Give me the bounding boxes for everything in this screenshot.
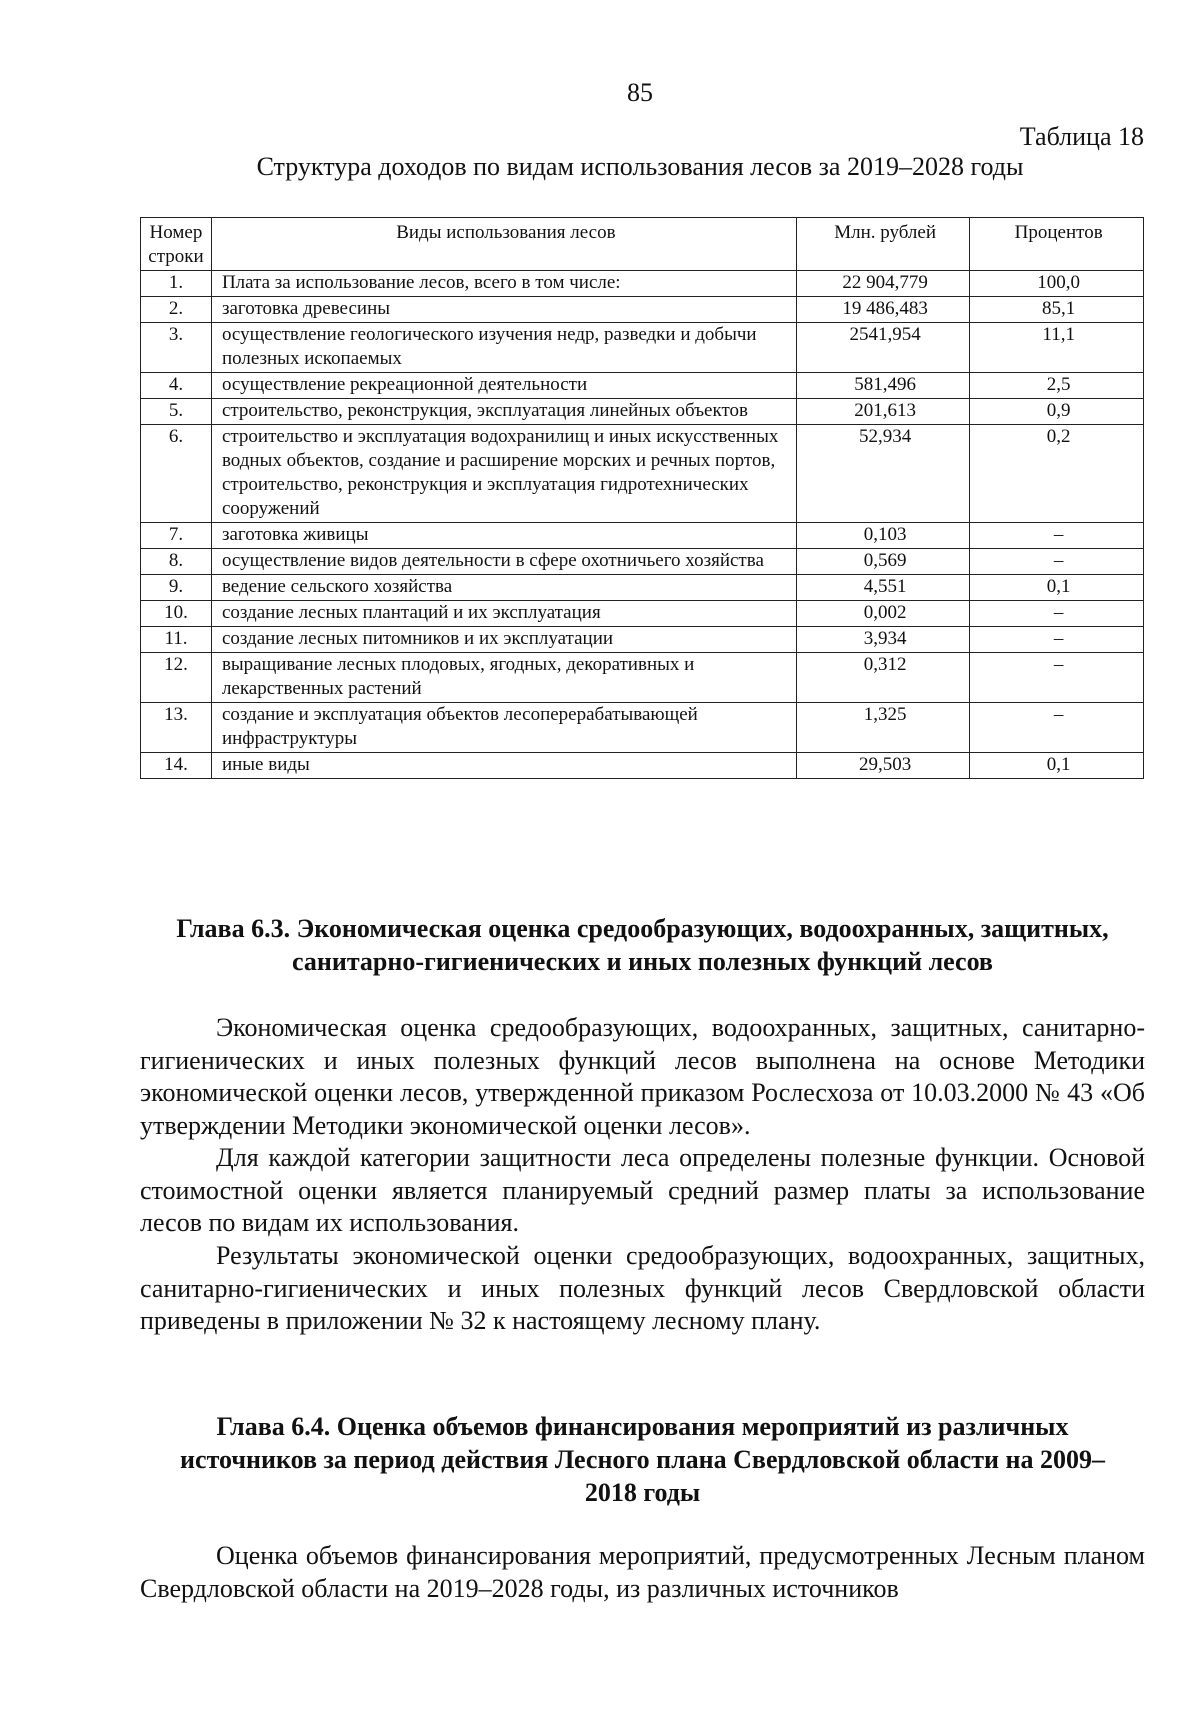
row-number: 8. bbox=[141, 549, 212, 575]
chapter-6-3-paragraph: Экономическая оценка средообразующих, водоохранных, защитных, санитарно-гигиенических и иных полезных функций лесов выполнена на основе Методики экономической оценки лесов, утвержденной приказом Рослесхоза от 10.03.2000 № 43 «Об утверждении Методики экономической оценки лесов». bbox=[140, 1013, 1145, 1140]
chapter-6-3-paragraph: Для каждой категории защитности леса определены полезные функции. Основой стоимостной оценки является планируемый средний размер платы за использование лесов по видам их использования. bbox=[140, 1143, 1145, 1237]
table-row bbox=[141, 523, 1144, 549]
row-pct: 100,0 bbox=[970, 271, 1144, 297]
header-type: Виды использования лесов bbox=[211, 218, 796, 271]
row-name: ведение сельского хозяйства bbox=[211, 575, 796, 601]
table-row bbox=[141, 425, 1144, 523]
row-pct: 2,5 bbox=[970, 373, 1144, 399]
table-row bbox=[141, 399, 1144, 425]
row-number: 4. bbox=[141, 373, 212, 399]
row-mln: 1,325 bbox=[796, 703, 970, 753]
table-row bbox=[141, 575, 1144, 601]
table-row bbox=[141, 271, 1144, 297]
row-name: осуществление рекреационной деятельности bbox=[211, 373, 796, 399]
row-name: заготовка живицы bbox=[211, 523, 796, 549]
row-mln: 0,103 bbox=[796, 523, 970, 549]
table-row bbox=[141, 653, 1144, 703]
table-row bbox=[141, 549, 1144, 575]
row-mln: 0,569 bbox=[796, 549, 970, 575]
header-mln: Млн. рублей bbox=[796, 218, 970, 271]
row-number: 10. bbox=[141, 601, 212, 627]
row-mln: 581,496 bbox=[796, 373, 970, 399]
table-row bbox=[141, 323, 1144, 373]
row-mln: 2541,954 bbox=[796, 323, 970, 373]
row-number: 12. bbox=[141, 653, 212, 703]
row-pct: – bbox=[970, 549, 1144, 575]
chapter-6-3-heading: Глава 6.3. Экономическая оценка средообразующих, водоохранных, защитных, санитарно-гигиенических и иных полезных функций лесов bbox=[176, 914, 1109, 976]
table-row bbox=[141, 703, 1144, 753]
table-row bbox=[141, 601, 1144, 627]
row-mln: 0,002 bbox=[796, 601, 970, 627]
row-pct: – bbox=[970, 601, 1144, 627]
row-pct: – bbox=[970, 653, 1144, 703]
header-pct: Процентов bbox=[970, 218, 1144, 271]
row-number: 11. bbox=[141, 627, 212, 653]
row-pct: – bbox=[970, 627, 1144, 653]
row-name: строительство, реконструкция, эксплуатация линейных объектов bbox=[211, 399, 796, 425]
row-mln: 29,503 bbox=[796, 753, 970, 779]
row-number: 2. bbox=[141, 297, 212, 323]
row-mln: 201,613 bbox=[796, 399, 970, 425]
row-number: 3. bbox=[141, 323, 212, 373]
row-name: иные виды bbox=[211, 753, 796, 779]
row-mln: 4,551 bbox=[796, 575, 970, 601]
page-number: 85 bbox=[627, 78, 653, 107]
row-number: 6. bbox=[141, 425, 212, 523]
row-mln: 3,934 bbox=[796, 627, 970, 653]
row-name: заготовка древесины bbox=[211, 297, 796, 323]
chapter-6-4-paragraph: Оценка объемов финансирования мероприятий, предусмотренных Лесным планом Свердловской области на 2019–2028 годы, из различных источников bbox=[140, 1541, 1145, 1603]
table-header-row bbox=[141, 218, 1144, 271]
table-row bbox=[141, 373, 1144, 399]
row-name: создание лесных питомников и их эксплуатации bbox=[211, 627, 796, 653]
table-label: Таблица 18 bbox=[1019, 122, 1144, 151]
row-number: 14. bbox=[141, 753, 212, 779]
row-number: 13. bbox=[141, 703, 212, 753]
row-pct: 0,2 bbox=[970, 425, 1144, 523]
row-name: создание и эксплуатация объектов лесоперерабатывающей инфраструктуры bbox=[211, 703, 796, 753]
row-mln: 19 486,483 bbox=[796, 297, 970, 323]
row-pct: 0,1 bbox=[970, 575, 1144, 601]
chapter-6-4-heading: Глава 6.4. Оценка объемов финансирования мероприятий из различных источников за период действия Лесного плана Свердловской области на 2009–2018 годы bbox=[180, 1412, 1105, 1507]
row-mln: 22 904,779 bbox=[796, 271, 970, 297]
row-number: 7. bbox=[141, 523, 212, 549]
revenue-structure-table bbox=[140, 217, 1144, 779]
row-pct: – bbox=[970, 523, 1144, 549]
row-name: осуществление геологического изучения недр, разведки и добычи полезных ископаемых bbox=[211, 323, 796, 373]
table-row bbox=[141, 627, 1144, 653]
row-pct: 85,1 bbox=[970, 297, 1144, 323]
table-row bbox=[141, 297, 1144, 323]
row-number: 1. bbox=[141, 271, 212, 297]
row-name: Плата за использование лесов, всего в том числе: bbox=[211, 271, 796, 297]
row-name: создание лесных плантаций и их эксплуатация bbox=[211, 601, 796, 627]
table-row bbox=[141, 753, 1144, 779]
row-number: 5. bbox=[141, 399, 212, 425]
row-mln: 0,312 bbox=[796, 653, 970, 703]
table-title: Структура доходов по видам использования лесов за 2019–2028 годы bbox=[256, 152, 1024, 181]
row-name: строительство и эксплуатация водохранилищ и иных искусственных водных объектов, создание и расширение морских и речных портов, строительство, реконструкция и эксплуатация гидротехнических сооружений bbox=[211, 425, 796, 523]
row-pct: 11,1 bbox=[970, 323, 1144, 373]
row-name: выращивание лесных плодовых, ягодных, декоративных и лекарственных растений bbox=[211, 653, 796, 703]
row-name: осуществление видов деятельности в сфере охотничьего хозяйства bbox=[211, 549, 796, 575]
row-mln: 52,934 bbox=[796, 425, 970, 523]
row-pct: 0,1 bbox=[970, 753, 1144, 779]
row-number: 9. bbox=[141, 575, 212, 601]
header-number: Номер строки bbox=[141, 218, 212, 271]
row-pct: – bbox=[970, 703, 1144, 753]
chapter-6-3-paragraph: Результаты экономической оценки средообразующих, водоохранных, защитных, санитарно-гигиенических и иных полезных функций лесов Свердловской области приведены в приложении № 32 к настоящему лесному плану. bbox=[140, 1241, 1145, 1335]
row-pct: 0,9 bbox=[970, 399, 1144, 425]
